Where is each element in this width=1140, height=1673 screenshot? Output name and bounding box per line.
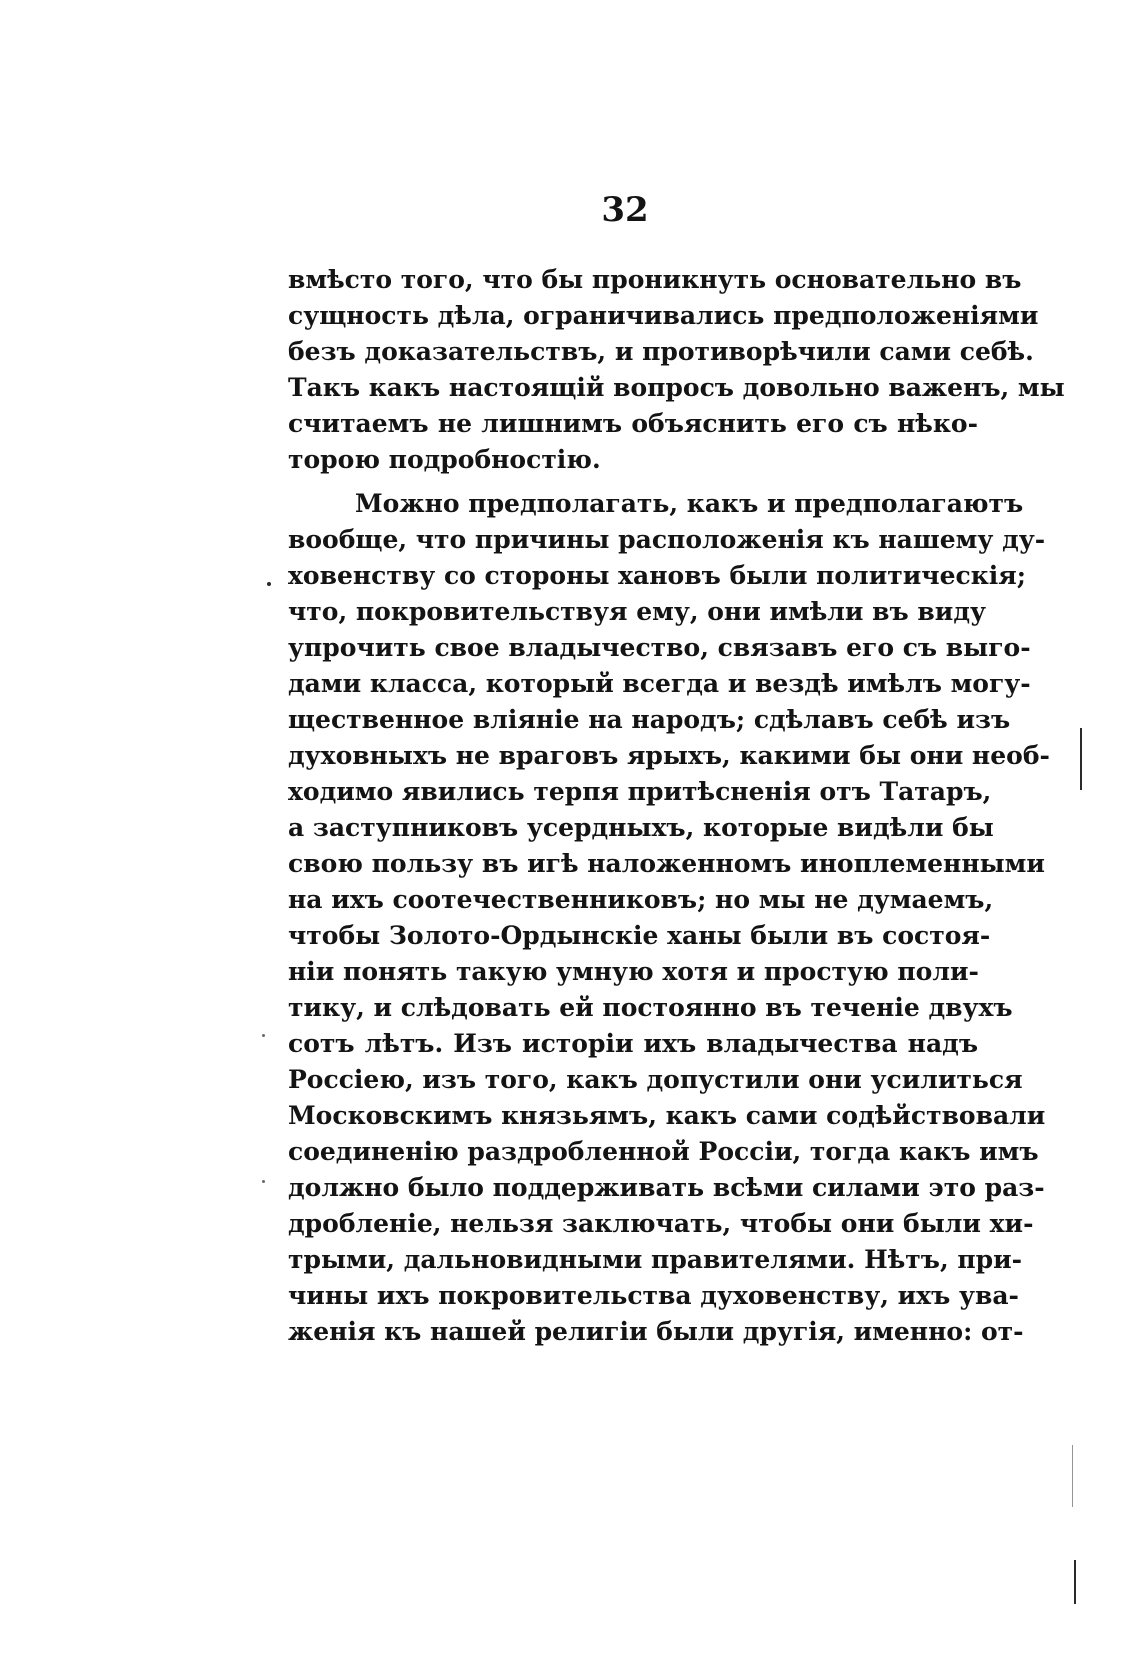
text-line: щественное вліяніе на народъ; сдѣлавъ себѣ изъ — [288, 705, 1011, 734]
scan-mark — [1072, 1445, 1073, 1507]
text-line: свою пользу въ игѣ наложенномъ иноплеменными — [288, 849, 1045, 878]
text-line: Такъ какъ настоящій вопросъ довольно важенъ, мы — [288, 373, 1065, 402]
text-line: вмѣсто того, что бы проникнуть основательно въ — [288, 265, 1022, 294]
scan-speck — [262, 1180, 265, 1183]
text-line: что, покровительствуя ему, они имѣли въ виду — [288, 597, 987, 626]
text-line: на ихъ соотечественниковъ; но мы не думаемъ, — [288, 885, 994, 914]
text-line: вообще, что причины расположенія къ нашему ду- — [288, 525, 1046, 554]
text-line: чтобы Золото-Ордынскіе ханы были въ состоя- — [288, 921, 991, 950]
scan-mark — [1080, 728, 1082, 790]
scan-speck — [262, 1034, 265, 1037]
text-line: торою подробностію. — [288, 445, 601, 474]
text-line: безъ доказательствъ, и противорѣчили сами себѣ. — [288, 337, 1034, 366]
text-line: женія къ нашей религіи были другія, именно: от- — [288, 1317, 1024, 1346]
scan-speck — [267, 582, 271, 586]
text-line: чины ихъ покровительства духовенству, ихъ ува- — [288, 1281, 1019, 1310]
text-line: а заступниковъ усердныхъ, которые видѣли бы — [288, 813, 994, 842]
text-line: ходимо явились терпя притѣсненія отъ Татаръ, — [288, 777, 992, 806]
text-line: духовныхъ не враговъ ярыхъ, какими бы они необ- — [288, 741, 1050, 770]
body-text — [288, 262, 1065, 1350]
text-line: трыми, дальновидными правителями. Нѣтъ, при- — [288, 1245, 1023, 1274]
text-line: сущность дѣла, ограничивались предположеніями — [288, 301, 1039, 330]
text-line: Россіею, изъ того, какъ допустили они усилиться — [288, 1065, 1023, 1094]
paragraph-2 — [288, 486, 1050, 1350]
text-line: считаемъ не лишнимъ объяснить его съ нѣко- — [288, 409, 978, 438]
page-number: 32 — [601, 190, 649, 230]
text-line: дробленіе, нельзя заключать, чтобы они были хи- — [288, 1209, 1034, 1238]
text-line: ніи понять такую умную хотя и простую поли- — [288, 957, 979, 986]
text-line: Можно предполагать, какъ и предполагаютъ — [355, 489, 1024, 518]
text-line: тику, и слѣдовать ей постоянно въ теченіе двухъ — [288, 993, 1013, 1022]
text-line: соединенію раздробленной Россіи, тогда какъ имъ — [288, 1137, 1039, 1166]
text-line: Московскимъ князьямъ, какъ сами содѣйствовали — [288, 1101, 1046, 1130]
paragraph-gap — [288, 478, 978, 486]
text-line: ховенству со стороны хановъ были политическія; — [288, 561, 1026, 590]
text-line: дами класса, который всегда и вездѣ имѣлъ могу- — [288, 669, 1031, 698]
text-line: сотъ лѣтъ. Изъ исторіи ихъ владычества надъ — [288, 1029, 978, 1058]
paragraph-1 — [288, 262, 1065, 478]
text-line: должно было поддерживать всѣми силами это раз- — [288, 1173, 1045, 1202]
scan-mark — [1074, 1560, 1076, 1604]
text-line: упрочить свое владычество, связавъ его съ выго- — [288, 633, 1031, 662]
